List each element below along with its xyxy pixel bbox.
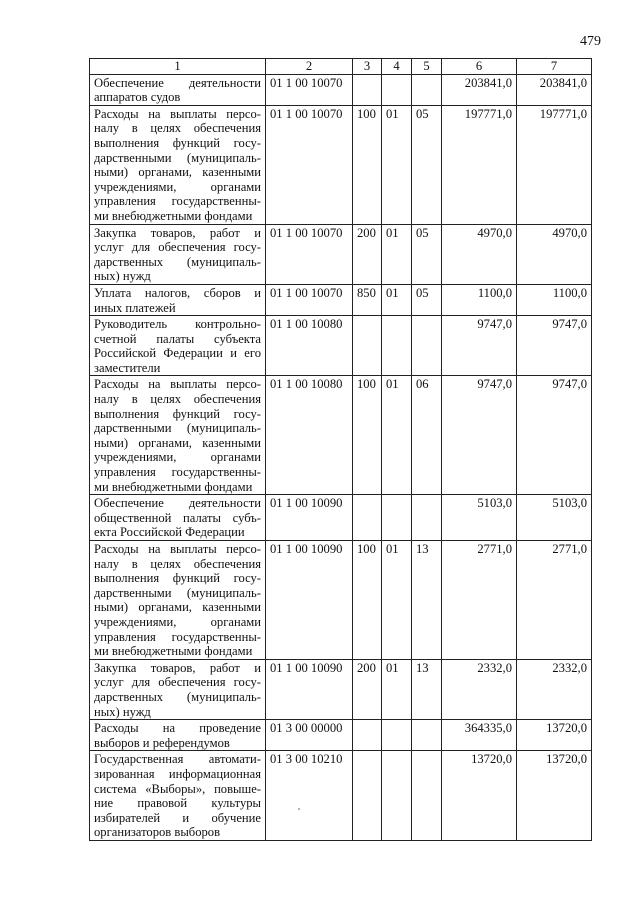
row-name-line: учреждениями, органами xyxy=(94,614,261,629)
row-name-cell xyxy=(90,720,266,751)
row-name-line: дарственных (муниципаль- xyxy=(94,254,261,269)
row-amount-col7-cell: 5103,0 xyxy=(517,495,592,541)
row-amount-col7-cell: 9747,0 xyxy=(517,316,592,376)
row-amount-col6-cell: 13720,0 xyxy=(442,751,517,841)
row-expense-type-cell xyxy=(353,316,382,376)
row-amount-col7-cell: 9747,0 xyxy=(517,376,592,495)
row-name-line: ными) органами, казенными xyxy=(94,165,261,180)
row-name-line: ми внебюджетными фондами xyxy=(94,208,253,223)
row-section-cell xyxy=(382,316,412,376)
budget-table xyxy=(89,58,592,841)
row-code-cell: 01 3 00 10210 xyxy=(266,751,353,841)
table-row xyxy=(90,316,592,376)
row-code-cell: 01 1 00 10080 xyxy=(266,376,353,495)
row-subsection-cell xyxy=(412,316,442,376)
row-name-line: Руководитель контрольно- xyxy=(94,317,261,332)
row-amount-col6-cell: 9747,0 xyxy=(442,376,517,495)
page-number: 479 xyxy=(580,34,601,49)
row-name-cell xyxy=(90,495,266,541)
table-row xyxy=(90,284,592,315)
row-amount-col6-cell: 1100,0 xyxy=(442,284,517,315)
table-row xyxy=(90,376,592,495)
row-name-line: налу в целях обеспечения xyxy=(94,556,261,571)
row-name-line: общественной палаты субъ- xyxy=(94,510,261,525)
row-expense-type-cell: 100 xyxy=(353,376,382,495)
row-name-line: система «Выборы», повыше- xyxy=(94,781,261,796)
row-name-line: налу в целях обеспечения xyxy=(94,392,261,407)
row-subsection-cell xyxy=(412,74,442,105)
row-name-line: дарственными (муниципаль- xyxy=(94,150,261,165)
header-cell: 2 xyxy=(266,59,353,75)
row-subsection-cell xyxy=(412,751,442,841)
row-name-line: ными) органами, казенными xyxy=(94,435,261,450)
row-subsection-cell: 05 xyxy=(412,105,442,224)
row-subsection-cell: 13 xyxy=(412,659,442,719)
row-code-cell: 01 3 00 00000 xyxy=(266,720,353,751)
row-name-line: Закупка товаров, работ и xyxy=(94,225,261,240)
row-subsection-cell: 05 xyxy=(412,284,442,315)
row-name-line: дарственными (муниципаль- xyxy=(94,585,261,600)
row-name-line: Государственная автомати- xyxy=(94,752,261,767)
row-code-cell: 01 1 00 10070 xyxy=(266,284,353,315)
row-section-cell: 01 xyxy=(382,284,412,315)
row-amount-col7-cell: 1100,0 xyxy=(517,284,592,315)
row-name-line: управления государственны- xyxy=(94,465,261,480)
row-name-line: выполнения функций госу- xyxy=(94,571,261,586)
row-amount-col6-cell: 5103,0 xyxy=(442,495,517,541)
table-row xyxy=(90,74,592,105)
row-amount-col7-cell: 197771,0 xyxy=(517,105,592,224)
row-name-line: учреждениями, органами xyxy=(94,450,261,465)
row-subsection-cell xyxy=(412,720,442,751)
row-name-line: дарственными (муниципаль- xyxy=(94,421,261,436)
row-name-line: счетной палаты субъекта xyxy=(94,331,261,346)
row-amount-col7-cell: 2771,0 xyxy=(517,541,592,660)
row-code-cell: 01 1 00 10070 xyxy=(266,105,353,224)
row-section-cell xyxy=(382,74,412,105)
header-cell: 6 xyxy=(442,59,517,75)
row-amount-col6-cell: 364335,0 xyxy=(442,720,517,751)
row-amount-col6-cell: 197771,0 xyxy=(442,105,517,224)
row-name-line: аппаратов судов xyxy=(94,90,181,105)
row-name-cell xyxy=(90,751,266,841)
row-amount-col6-cell: 4970,0 xyxy=(442,224,517,284)
row-amount-col6-cell: 203841,0 xyxy=(442,74,517,105)
row-code-cell: 01 1 00 10070 xyxy=(266,74,353,105)
row-amount-col7-cell: 203841,0 xyxy=(517,74,592,105)
row-amount-col6-cell: 2771,0 xyxy=(442,541,517,660)
row-name-line: выборов и референдумов xyxy=(94,735,230,750)
row-expense-type-cell: 100 xyxy=(353,105,382,224)
row-name-line: Расходы на выплаты персо- xyxy=(94,542,261,556)
row-expense-type-cell: 200 xyxy=(353,659,382,719)
table-header-row xyxy=(90,59,592,75)
row-name-cell xyxy=(90,541,266,660)
table-row xyxy=(90,541,592,660)
row-name-cell xyxy=(90,74,266,105)
row-name-line: учреждениями, органами xyxy=(94,179,261,194)
row-name-line: услуг для обеспечения госу- xyxy=(94,240,261,255)
header-cell: 4 xyxy=(382,59,412,75)
row-name-line: Обеспечение деятельности xyxy=(94,75,261,90)
row-expense-type-cell: 100 xyxy=(353,541,382,660)
row-section-cell xyxy=(382,751,412,841)
row-amount-col6-cell: 2332,0 xyxy=(442,659,517,719)
table-row xyxy=(90,105,592,224)
row-name-line: ми внебюджетными фондами xyxy=(94,479,253,494)
row-name-cell xyxy=(90,376,266,495)
row-name-cell xyxy=(90,316,266,376)
row-name-line: дарственных (муниципаль- xyxy=(94,689,261,704)
row-name-line: услуг для обеспечения госу- xyxy=(94,675,261,690)
row-amount-col7-cell: 13720,0 xyxy=(517,720,592,751)
scan-speck xyxy=(298,808,300,810)
row-name-line: Уплата налогов, сборов и xyxy=(94,285,261,300)
row-section-cell: 01 xyxy=(382,541,412,660)
row-expense-type-cell: 200 xyxy=(353,224,382,284)
table-row xyxy=(90,659,592,719)
row-amount-col7-cell: 13720,0 xyxy=(517,751,592,841)
row-code-cell: 01 1 00 10080 xyxy=(266,316,353,376)
row-section-cell: 01 xyxy=(382,105,412,224)
row-section-cell: 01 xyxy=(382,659,412,719)
row-name-line: Обеспечение деятельности xyxy=(94,496,261,511)
header-cell: 1 xyxy=(90,59,266,75)
row-amount-col6-cell: 9747,0 xyxy=(442,316,517,376)
row-name-line: ными) органами, казенными xyxy=(94,600,261,615)
row-name-line: Расходы на выплаты персо- xyxy=(94,106,261,121)
row-name-line: избирателей и обучение xyxy=(94,810,261,825)
row-name-line: ных) нужд xyxy=(94,704,151,719)
row-section-cell: 01 xyxy=(382,224,412,284)
row-name-line: Расходы на выплаты персо- xyxy=(94,377,261,392)
row-name-line: выполнения функций госу- xyxy=(94,406,261,421)
row-name-line: Российской Федерации и его xyxy=(94,346,261,361)
row-name-line: заместители xyxy=(94,360,161,375)
row-section-cell xyxy=(382,720,412,751)
row-name-line: выполнения функций госу- xyxy=(94,135,261,150)
row-expense-type-cell xyxy=(353,751,382,841)
row-code-cell: 01 1 00 10090 xyxy=(266,495,353,541)
row-name-cell xyxy=(90,105,266,224)
row-name-line: екта Российской Федерации xyxy=(94,525,245,540)
row-code-cell: 01 1 00 10090 xyxy=(266,659,353,719)
row-expense-type-cell xyxy=(353,495,382,541)
row-section-cell: 01 xyxy=(382,376,412,495)
table-row xyxy=(90,720,592,751)
row-name-line: ми внебюджетными фондами xyxy=(94,644,253,659)
row-subsection-cell: 05 xyxy=(412,224,442,284)
row-name-line: управления государственны- xyxy=(94,629,261,644)
row-name-line: организаторов выборов xyxy=(94,825,221,840)
row-amount-col7-cell: 4970,0 xyxy=(517,224,592,284)
row-code-cell: 01 1 00 10070 xyxy=(266,224,353,284)
row-name-cell xyxy=(90,659,266,719)
header-cell: 7 xyxy=(517,59,592,75)
table-row xyxy=(90,224,592,284)
row-name-cell xyxy=(90,284,266,315)
header-cell: 5 xyxy=(412,59,442,75)
row-expense-type-cell: 850 xyxy=(353,284,382,315)
row-name-line: иных платежей xyxy=(94,300,176,315)
row-name-cell xyxy=(90,224,266,284)
table-row xyxy=(90,751,592,841)
header-cell: 3 xyxy=(353,59,382,75)
row-name-line: Расходы на проведение xyxy=(94,721,261,736)
row-section-cell xyxy=(382,495,412,541)
row-code-cell: 01 1 00 10090 xyxy=(266,541,353,660)
row-name-line: управления государственны- xyxy=(94,194,261,209)
row-subsection-cell: 06 xyxy=(412,376,442,495)
row-name-line: Закупка товаров, работ и xyxy=(94,660,261,675)
table-row xyxy=(90,495,592,541)
row-amount-col7-cell: 2332,0 xyxy=(517,659,592,719)
row-name-line: налу в целях обеспечения xyxy=(94,121,261,136)
row-expense-type-cell xyxy=(353,720,382,751)
row-expense-type-cell xyxy=(353,74,382,105)
row-name-line: зированная информационная xyxy=(94,766,261,781)
row-name-line: ние правовой культуры xyxy=(94,796,261,811)
row-subsection-cell: 13 xyxy=(412,541,442,660)
row-name-line: ных) нужд xyxy=(94,269,151,284)
row-subsection-cell xyxy=(412,495,442,541)
